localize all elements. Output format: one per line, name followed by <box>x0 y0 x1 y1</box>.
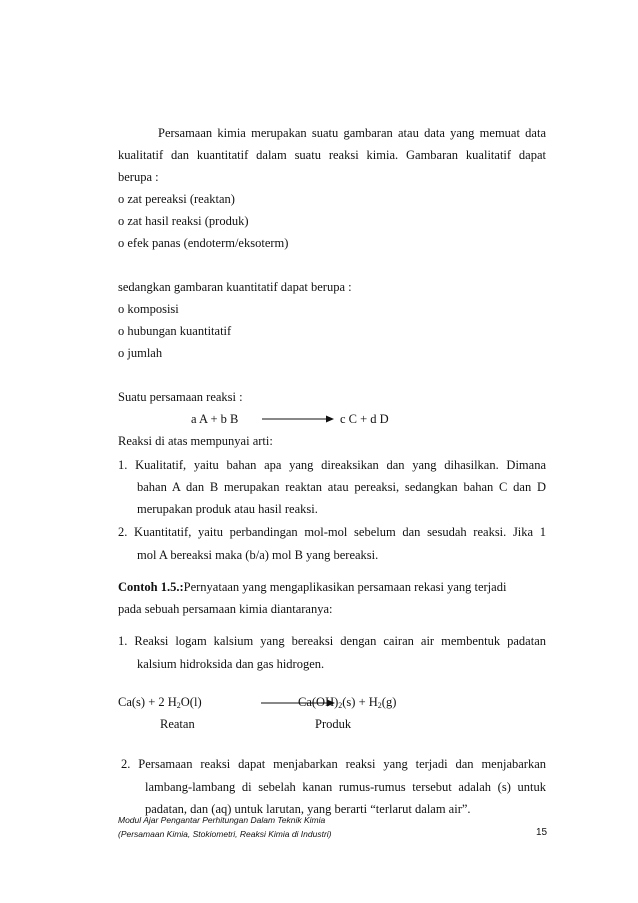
example-item-1-line-1: 1. Reaksi logam kalsium yang bereaksi dengan cairan air membentuk padatan <box>118 634 546 648</box>
list-item: o jumlah <box>118 346 163 360</box>
item2-line-2: lambang-lambang di sebelah kanan rumus-rumus tersebut adalah (s) untuk <box>145 780 546 794</box>
reaction-left: a A + b B <box>191 412 239 426</box>
example-line-2: pada sebuah persamaan kimia diantaranya: <box>118 602 333 616</box>
meaning-2-line-2: mol A bereaksi maka (b/a) mol B yang bereaksi. <box>137 548 379 562</box>
example-item-1-line-2: kalsium hidroksida dan gas hidrogen. <box>137 657 325 671</box>
item2-line-3: padatan, dan (aq) untuk larutan, yang berarti “terlarut dalam air”. <box>145 802 471 816</box>
reaction-right: c C + d D <box>340 412 389 426</box>
meaning-1-line-1: 1. Kualitatif, yaitu bahan apa yang direaksikan dan yang dihasilkan. Dimana <box>118 458 546 472</box>
list-item: o komposisi <box>118 302 179 316</box>
intro-line-2: kualitatif dan kuantitatif dalam suatu reaksi kimia. Gambaran kualitatif dapat <box>118 148 546 162</box>
list-item: o zat pereaksi (reaktan) <box>118 192 235 206</box>
intro-line-1: Persamaan kimia merupakan suatu gambaran atau data yang memuat data <box>158 126 546 140</box>
example-line-1 <box>118 581 506 594</box>
list-item: o efek panas (endoterm/eksoterm) <box>118 236 289 250</box>
reaction-arrow-icon <box>262 414 334 424</box>
equation-products: $Ca(OH)_2(s) + H_2(g)$ <box>298 695 397 710</box>
list-item: o zat hasil reaksi (produk) <box>118 214 249 228</box>
footer-line-1: Modul Ajar Pengantar Perhitungan Dalam Teknik Kimia <box>118 815 326 825</box>
reactant-label: Reatan <box>160 717 195 731</box>
meaning-1-line-2: bahan A dan B merupakan reaktan atau pereaksi, sedangkan bahan C dan D <box>137 480 546 494</box>
list-item: o hubungan kuantitatif <box>118 324 232 338</box>
page-number: 15 <box>536 827 548 838</box>
equation-reactants: Ca(s) + 2 $H_2O(l)$ <box>118 695 202 710</box>
meaning-2-line-1: 2. Kuantitatif, yaitu perbandingan mol-mol sebelum dan sesudah reaksi. Jika 1 <box>118 525 546 539</box>
quant-intro: sedangkan gambaran kuantitatif dapat berupa : <box>118 280 352 294</box>
footer-line-2: (Persamaan Kimia, Stokiometri, Reaksi Kimia di Industri) <box>118 829 332 839</box>
example-text: Pernyataan yang mengaplikasikan persamaan rekasi yang terjadi <box>183 580 507 594</box>
intro-line-3: berupa : <box>118 170 159 184</box>
meaning-1-line-3: merupakan produk atau hasil reaksi. <box>137 502 318 516</box>
example-label: Contoh 1.5.: <box>118 580 184 594</box>
reaction-meaning: Reaksi di atas mempunyai arti: <box>118 434 273 448</box>
item2-line-1: 2. Persamaan reaksi dapat menjabarkan reaksi yang terjadi dan menjabarkan <box>121 757 546 771</box>
reaction-label: Suatu persamaan reaksi : <box>118 390 243 404</box>
product-label: Produk <box>315 717 352 731</box>
